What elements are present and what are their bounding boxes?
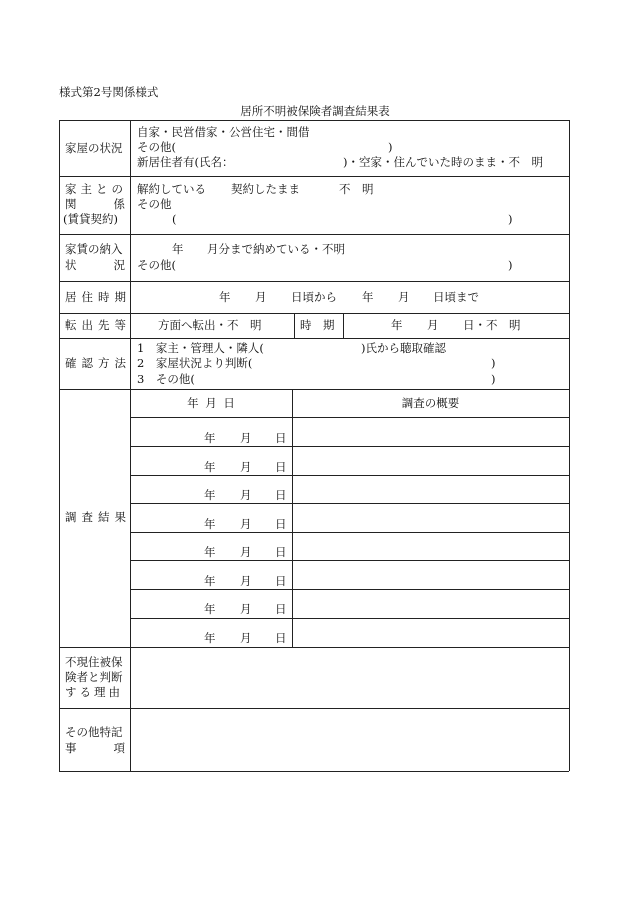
house-status-options: 自家・民営借家・公営住宅・間借 [137,125,310,139]
row-year: 年 [204,545,216,559]
moved-year: 年 [391,318,403,332]
verification-item-1: 1 家主・管理人・隣人( [137,341,264,355]
row-month: 月 [240,517,252,531]
lease-other-open: ( [172,212,177,226]
row-year: 年 [204,517,216,531]
residence-until-month: 月 [398,290,410,304]
verification-item-2: 2 家屋状況より判断( [137,356,253,370]
row-month: 月 [240,488,252,502]
residence-period-label: 居住時期 [65,290,131,304]
rent-label-2b: 況 [113,258,125,272]
lease-unknown: 不 明 [339,182,374,196]
row-month: 月 [240,602,252,616]
lease-other-close: ) [508,212,513,226]
residence-from-year: 年 [219,290,231,304]
judgment-label-3: する理由 [65,685,123,699]
results-summary-header: 調査の概要 [401,396,460,410]
lease-label-1-text: 家主との [65,182,127,196]
row-month: 月 [240,574,252,588]
other-notes-label-2 [65,741,125,755]
lease-other: その他 [137,197,172,211]
moved-month: 月 [427,318,439,332]
row-year: 年 [204,488,216,502]
row-year: 年 [204,460,216,474]
row-day: 日 [275,460,287,474]
other-notes-label-2b: 項 [113,741,125,755]
judgment-label-2: 険者と判断 [65,670,123,684]
results-label: 調査結果 [65,510,131,524]
verification-label: 確認方法 [65,356,131,370]
row-year: 年 [204,631,216,645]
lease-label-3: (賃貸契約) [63,212,118,226]
rent-label-2 [65,258,125,272]
residence-from-month: 月 [255,290,267,304]
house-status-other-close: ) [388,140,393,154]
row-month: 月 [240,431,252,445]
house-status-vacancy-options: )・空家・住んでいた時のまま・不 明 [343,155,543,169]
row-day: 日 [275,431,287,445]
row-year: 年 [204,574,216,588]
rent-year: 年 [172,242,184,256]
row-year: 年 [204,431,216,445]
form-number: 様式第2号関係様式 [59,85,159,99]
lease-continuing: 契約したまま [231,182,300,196]
moved-time-label: 時 期 [300,318,335,332]
verification-item-3-end: ) [491,372,496,386]
row-month: 月 [240,460,252,474]
lease-label-1 [65,182,125,196]
results-date-header: 年 月 日 [187,396,235,410]
row-month: 月 [240,631,252,645]
rent-paid-until: 月分まで納めている・不明 [207,242,345,256]
house-status-label: 家屋の状況 [65,141,123,155]
row-day: 日 [275,517,287,531]
verification-item-1-end: )氏から聴取確認 [361,341,446,355]
other-notes-label-1: その他特記 [65,725,123,739]
row-day: 日 [275,545,287,559]
row-day: 日 [275,488,287,502]
lease-label-2a: 関 [65,197,77,211]
row-month: 月 [240,545,252,559]
residence-from-day: 日頃から [291,290,337,304]
moved-day: 日・不 明 [463,318,521,332]
moved-to-direction: 方面へ転出・不 明 [158,318,262,332]
lease-label-2 [65,197,125,211]
lease-label-2b: 係 [113,197,125,211]
row-day: 日 [275,574,287,588]
rent-label-1: 家賃の納入 [65,242,123,256]
moved-to-label: 転出先等 [65,318,131,332]
verification-item-3: 3 その他( [137,372,195,386]
lease-cancelled: 解約している [137,182,206,196]
form-title: 居所不明被保険者調査結果表 [240,104,390,118]
residence-until-year: 年 [362,290,374,304]
rent-other-open: その他( [137,258,176,272]
row-year: 年 [204,602,216,616]
verification-item-2-end: ) [491,356,496,370]
rent-label-2a: 状 [65,258,77,272]
judgment-label-1: 不現住被保 [65,655,123,669]
row-day: 日 [275,602,287,616]
new-resident-label: 新居住者有(氏名： [137,155,234,169]
residence-until-day: 日頃まで [433,290,479,304]
rent-other-close: ) [508,258,513,272]
other-notes-label-2a: 事 [65,741,77,755]
row-day: 日 [275,631,287,645]
house-status-other-open: その他( [137,140,176,154]
